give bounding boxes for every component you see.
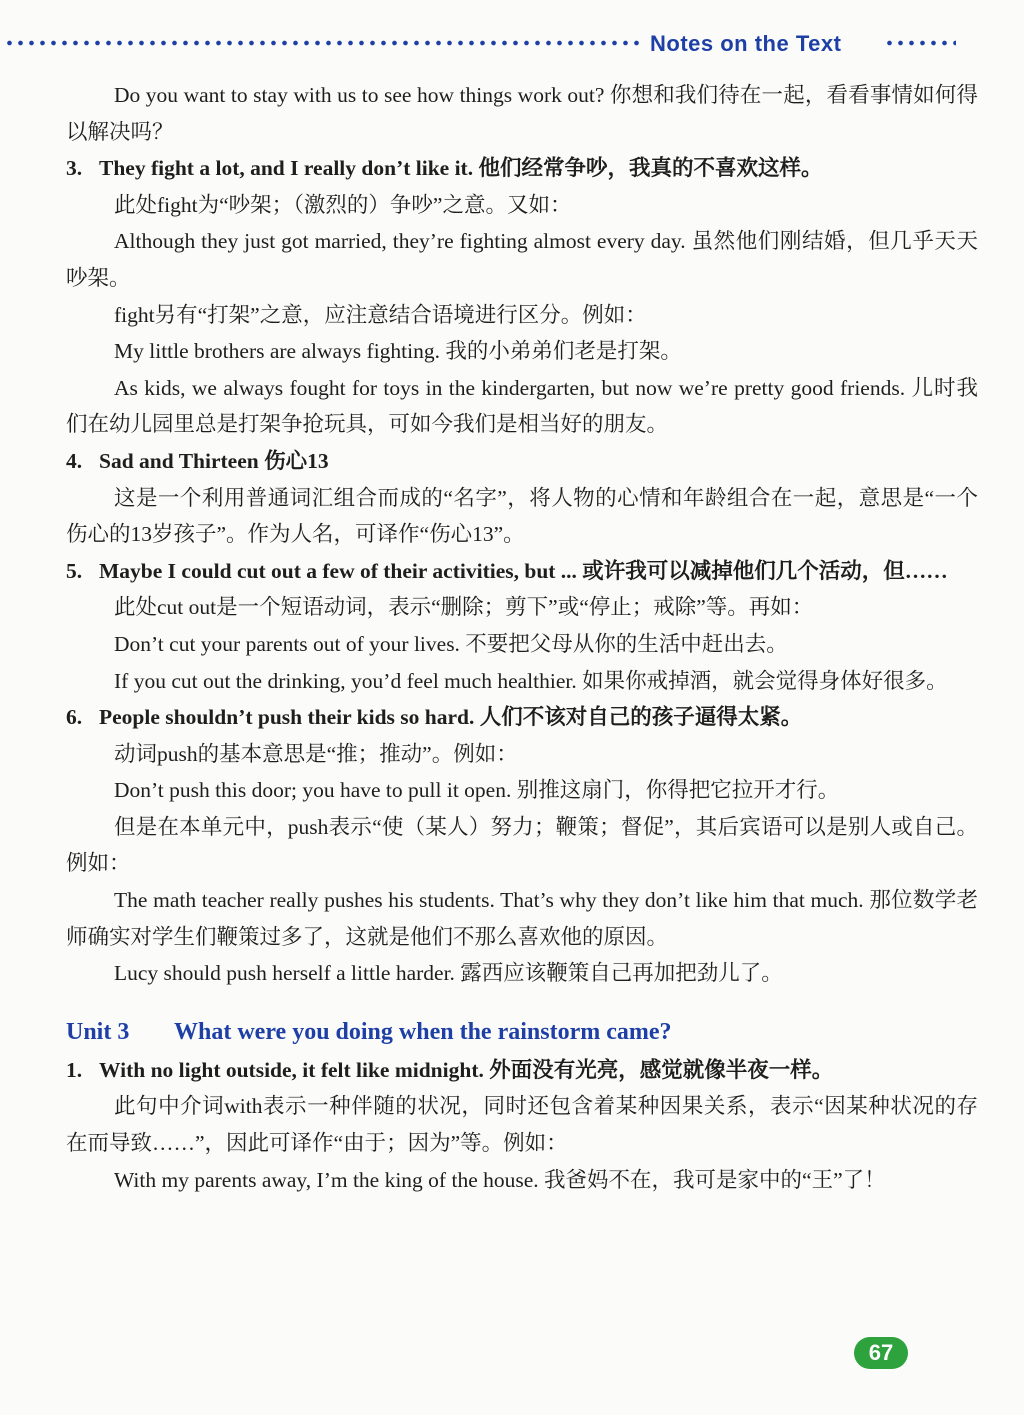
page-number-badge: 67 bbox=[854, 1337, 908, 1369]
note-heading-text: Sad and Thirteen 伤心13 bbox=[99, 448, 329, 473]
header-dot-rule bbox=[4, 36, 644, 50]
paragraph: 此句中介词with表示一种伴随的状况，同时还包含着某种因果关系，表示“因某种状况的存在而导致……”，因此可译作“由于；因为”等。例如： bbox=[66, 1094, 978, 1156]
example-sentence: With my parents away, I’m the king of the house. 我爸妈不在，我可是家中的“王”了！ bbox=[114, 1167, 886, 1192]
paragraph: 但是在本单元中，push表示“使（某人）努力；鞭策；督促”，其后宾语可以是别人或自己。例如： bbox=[66, 814, 978, 876]
example-sentence: The math teacher really pushes his students. That’s why they don’t like him that much. 那位数学老师确实对学生们鞭策过多了，这就是他们不那么喜欢他的原因。 bbox=[66, 888, 978, 949]
example-sentence: Don’t push this door; you have to pull it open. 别推这扇门，你得把它拉开才行。 bbox=[114, 778, 840, 803]
note-heading-6 bbox=[66, 699, 978, 736]
example-sentence: My little brothers are always fighting. 我的小弟弟们老是打架。 bbox=[114, 339, 682, 364]
header-dot-rule-tail bbox=[884, 36, 956, 50]
note-heading-text: People shouldn’t push their kids so hard. 人们不该对自己的孩子逼得太紧。 bbox=[99, 705, 803, 730]
example-sentence: Don’t cut your parents out of your lives. 不要把父母从你的生活中赶出去。 bbox=[114, 631, 788, 656]
paragraph: fight另有“打架”之意，应注意结合语境进行区分。例如： bbox=[114, 302, 647, 327]
paragraph: Do you want to stay with us to see how things work out? 你想和我们待在一起，看看事情如何得以解决吗？ bbox=[66, 83, 978, 144]
note-heading-text: They fight a lot, and I really don’t like it. 他们经常争吵，我真的不喜欢这样。 bbox=[99, 156, 823, 181]
paragraph: 动词push的基本意思是“推；推动”。例如： bbox=[114, 741, 518, 766]
running-header-title: Notes on the Text bbox=[650, 31, 842, 56]
unit-title: What were you doing when the rainstorm came? bbox=[174, 1018, 672, 1045]
example-sentence: Lucy should push herself a little harder. 露西应该鞭策自己再加把劲儿了。 bbox=[114, 961, 783, 986]
note-heading-unit3-1 bbox=[66, 1052, 978, 1089]
page-body bbox=[66, 77, 978, 1198]
note-heading-text: With no light outside, it felt like midnight. 外面没有光亮，感觉就像半夜一样。 bbox=[99, 1057, 834, 1082]
note-heading-4 bbox=[66, 443, 978, 480]
paragraph: 此处cut out是一个短语动词，表示“删除；剪下”或“停止；戒除”等。再如： bbox=[114, 595, 814, 620]
unit-label: Unit 3 bbox=[66, 1018, 130, 1045]
note-number: 4. bbox=[66, 448, 83, 473]
example-sentence: Although they just got married, they’re fighting almost every day. 虽然他们刚结婚，但几乎天天吵架。 bbox=[66, 229, 978, 290]
example-sentence: As kids, we always fought for toys in the kindergarten, but now we’re pretty good friends. 儿时我们在幼儿园里总是打架争抢玩具，可如今我们是相当好的朋友。 bbox=[66, 375, 978, 437]
unit-heading bbox=[66, 1012, 978, 1052]
note-number: 6. bbox=[66, 705, 83, 730]
paragraph: 此处fight为“吵架；（激烈的）争吵”之意。又如： bbox=[114, 192, 572, 217]
note-heading-5 bbox=[66, 553, 978, 590]
example-sentence: If you cut out the drinking, you’d feel much healthier. 如果你戒掉酒，就会觉得身体好很多。 bbox=[114, 668, 948, 693]
note-heading-text: Maybe I could cut out a few of their activities, but ... 或许我可以减掉他们几个活动，但…… bbox=[99, 558, 948, 583]
paragraph: 这是一个利用普通词汇组合而成的“名字”，将人物的心情和年龄组合在一起，意思是“一个伤心的13岁孩子”。作为人名，可译作“伤心13”。 bbox=[66, 485, 978, 547]
note-number: 1. bbox=[66, 1057, 83, 1082]
note-number: 3. bbox=[66, 156, 83, 181]
note-heading-3 bbox=[66, 150, 978, 187]
note-number: 5. bbox=[66, 558, 83, 583]
